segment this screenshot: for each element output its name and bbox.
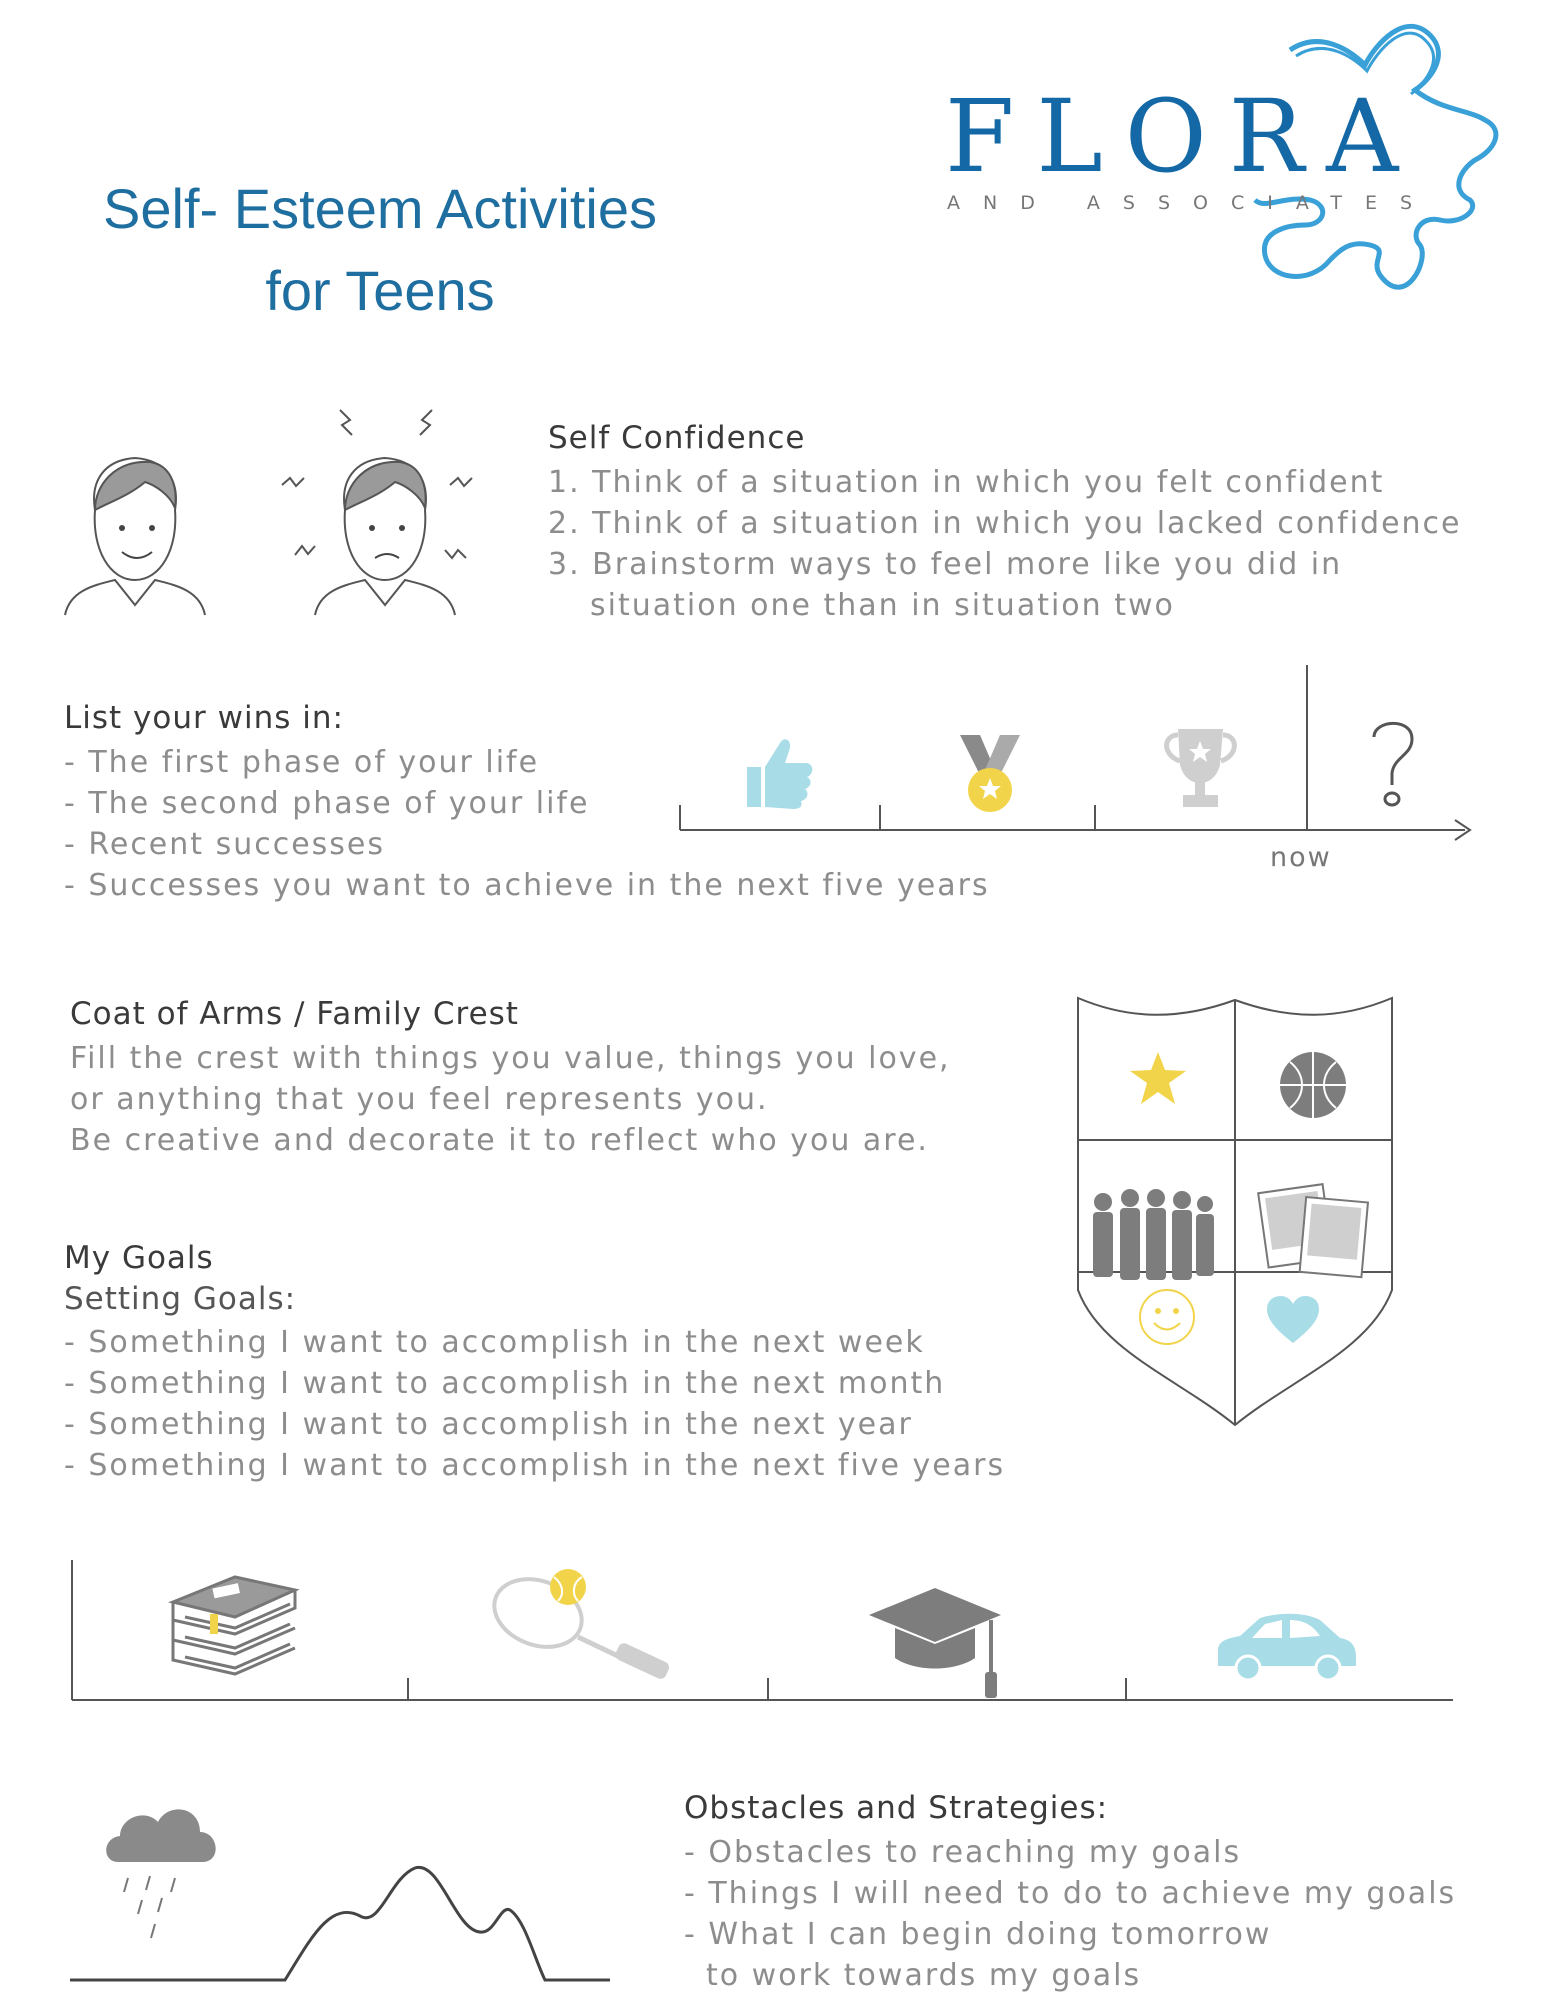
goals-list [64,1322,1005,1486]
wins-item: - The second phase of your life [64,786,590,821]
crest-line: or anything that you feel represents you. [70,1082,769,1117]
self-confidence-item: 2. Think of a situation in which you lacked confidence [548,506,1462,541]
brand-name: FLORA [945,78,1421,195]
title-line-2: for Teens [265,259,495,322]
question-mark-icon [1368,715,1418,810]
title-line-1: Self- Esteem Activities [103,177,657,240]
people-group-icon [1088,1188,1218,1283]
smiley-icon [1138,1288,1196,1346]
wins-heading: List your wins in: [64,700,344,736]
goals-item: - Something I want to accomplish in the next five years [64,1448,1006,1483]
self-confidence-item: 3. Brainstorm ways to feel more like you did in [548,547,1343,582]
heart-icon [1265,1295,1321,1345]
obstacles-heading: Obstacles and Strategies: [684,1790,1109,1826]
wins-item: - The first phase of your life [64,745,540,780]
crest-heading: Coat of Arms / Family Crest [70,996,519,1032]
photos-icon [1258,1180,1373,1280]
trophy-icon [1158,725,1243,815]
goals-item: - Something I want to accomplish in the next year [64,1407,913,1442]
goals-item: - Something I want to accomplish in the next week [64,1325,925,1360]
obstacles-list [684,1832,1456,1996]
obstacles-item: to work towards my goals [706,1958,1142,1993]
page-title [30,168,730,332]
self-confidence-item: 1. Think of a situation in which you felt confident [548,465,1385,500]
car-icon [1210,1610,1360,1682]
medal-icon [955,730,1025,815]
timeline-now-label: now [1270,842,1332,873]
obstacles-item: - Obstacles to reaching my goals [684,1835,1242,1870]
self-confidence-item: situation one than in situation two [590,588,1175,623]
goals-item: - Something I want to accomplish in the next month [64,1366,946,1401]
wins-item: - Successes you want to achieve in the next five years [64,868,990,903]
crest-description [70,1038,951,1161]
self-confidence-heading: Self Confidence [548,420,806,456]
books-icon [165,1572,305,1687]
obstacles-item: - What I can begin doing tomorrow [684,1917,1272,1952]
obstacles-item: - Things I will need to do to achieve my goals [684,1876,1457,1911]
brand-subtitle: AND ASSOCIATES [947,192,1436,214]
wins-item: - Recent successes [64,827,386,862]
stressed-face-icon [280,400,480,620]
tennis-racket-icon [490,1565,680,1685]
happy-face-icon [60,440,210,620]
goals-subheading: Setting Goals: [64,1281,297,1317]
self-confidence-list [548,462,1462,626]
mountain-icon [70,1860,610,1990]
goals-heading: My Goals [64,1240,214,1276]
star-icon [1128,1050,1188,1106]
crest-line: Be creative and decorate it to reflect who you are. [70,1123,929,1158]
basketball-icon [1278,1050,1348,1120]
graduation-cap-icon [865,1580,1005,1710]
thumbs-up-icon [745,735,815,810]
crest-line: Fill the crest with things you value, things you love, [70,1041,951,1076]
